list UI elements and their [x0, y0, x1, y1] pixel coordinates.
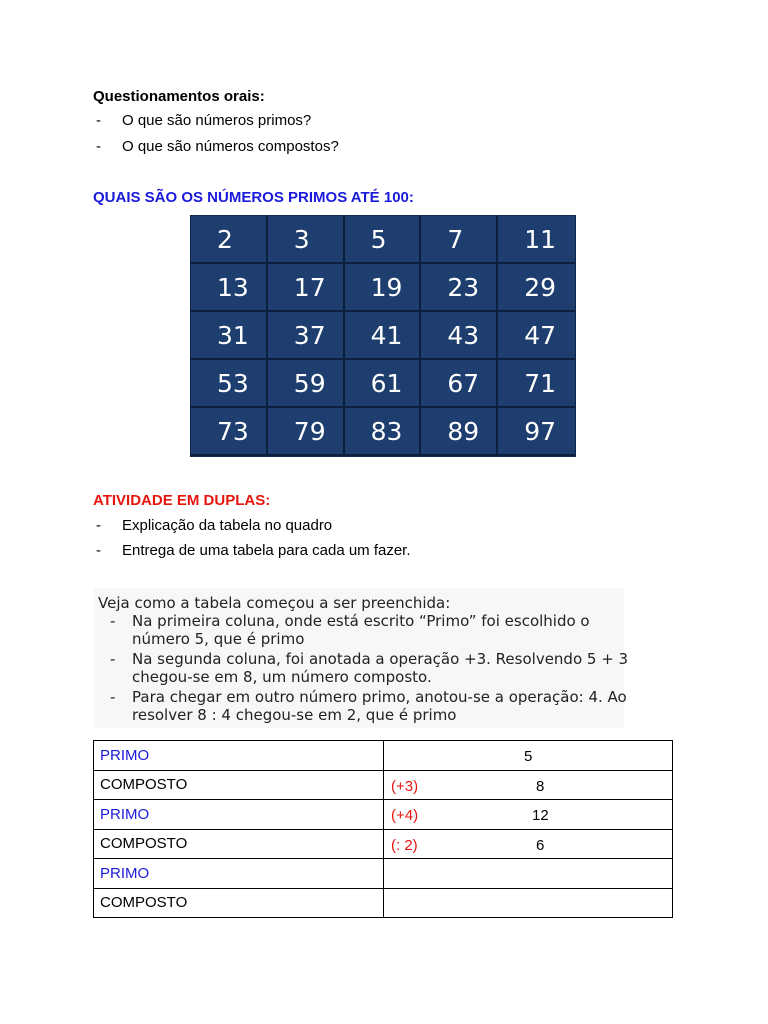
activity-item: [96, 542, 496, 560]
bullet-dash: -: [96, 517, 101, 534]
primes-heading: QUAIS SÃO OS NÚMEROS PRIMOS ATÉ 100:: [93, 189, 414, 206]
row-result-cell[interactable]: [384, 770, 673, 800]
prime-number-cell: 13: [191, 264, 268, 312]
row-result-cell[interactable]: [384, 859, 673, 889]
operation-label: (+4): [391, 807, 419, 824]
prime-number-cell: 43: [421, 312, 498, 360]
activity-text: Explicação da tabela no quadro: [122, 517, 333, 534]
row-label: PRIMO: [94, 800, 384, 830]
operation-label: (+3): [391, 777, 419, 795]
oral-questions-heading: Questionamentos orais:: [93, 88, 265, 105]
bullet-dash: -: [96, 112, 101, 129]
prime-number-cell: 61: [345, 360, 422, 408]
prime-number-cell: 23: [421, 264, 498, 312]
instructions-text: número 5, que é primo: [132, 630, 305, 648]
prime-number-cell: 37: [268, 312, 345, 360]
prime-number-cell: 71: [498, 360, 575, 408]
prime-number-cell: 19: [345, 264, 422, 312]
row-label: COMPOSTO: [94, 829, 384, 859]
bullet-dash: -: [110, 612, 116, 630]
result-value: 12: [532, 807, 549, 824]
bullet-dash: -: [96, 542, 101, 559]
instructions-block: [94, 588, 629, 728]
prime-number-cell: 67: [421, 360, 498, 408]
instructions-text: Para chegar em outro número primo, anotou-se a operação: 4. Ao: [132, 688, 627, 706]
prime-number-cell: 5: [345, 216, 422, 264]
oral-question-item: [96, 112, 496, 130]
prime-number-cell: 97: [498, 408, 575, 456]
instructions-text: Na primeira coluna, onde está escrito “Primo” foi escolhido o: [132, 612, 590, 630]
prime-number-cell: 59: [268, 360, 345, 408]
row-result-cell[interactable]: [384, 829, 673, 859]
prime-number-cell: 73: [191, 408, 268, 456]
prime-number-cell: 79: [268, 408, 345, 456]
prime-number-cell: 11: [498, 216, 575, 264]
table-row: [94, 741, 673, 771]
prime-number-cell: 89: [421, 408, 498, 456]
instructions-title: Veja como a tabela começou a ser preenchida:: [98, 594, 451, 612]
instructions-text: chegou-se em 8, um número composto.: [132, 668, 432, 686]
result-value: 5: [524, 748, 533, 765]
result-value: 8: [536, 777, 545, 795]
bullet-dash: -: [96, 138, 101, 155]
row-label: COMPOSTO: [94, 888, 384, 918]
row-result-cell[interactable]: [384, 888, 673, 918]
instructions-text: resolver 8 : 4 chegou-se em 2, que é primo: [132, 706, 457, 724]
prime-number-cell: 3: [268, 216, 345, 264]
prime-number-cell: 7: [421, 216, 498, 264]
oral-question-item: [96, 138, 496, 156]
prime-number-cell: 83: [345, 408, 422, 456]
bullet-dash: -: [110, 688, 116, 706]
row-label: COMPOSTO: [94, 770, 384, 800]
activity-heading: ATIVIDADE EM DUPLAS:: [93, 492, 271, 509]
activity-text: Entrega de uma tabela para cada um fazer.: [122, 542, 411, 559]
table-row: [94, 888, 673, 918]
row-result-cell[interactable]: [384, 741, 673, 771]
prime-number-cell: 31: [191, 312, 268, 360]
prime-composite-table: [93, 740, 673, 918]
primes-grid: [190, 215, 576, 457]
operation-label: (: 2): [391, 836, 418, 854]
prime-number-cell: 47: [498, 312, 575, 360]
table-row: [94, 800, 673, 830]
prime-number-cell: 2: [191, 216, 268, 264]
oral-question-text: O que são números primos?: [122, 112, 312, 129]
instructions-text: Na segunda coluna, foi anotada a operação +3. Resolvendo 5 + 3: [132, 650, 629, 668]
prime-number-cell: 17: [268, 264, 345, 312]
table-row: [94, 859, 673, 889]
prime-number-cell: 41: [345, 312, 422, 360]
activity-item: [96, 517, 496, 535]
result-value: 6: [536, 836, 545, 854]
table-row: [94, 829, 673, 859]
row-label: PRIMO: [94, 741, 384, 771]
table-row: [94, 770, 673, 800]
oral-question-text: O que são números compostos?: [122, 138, 339, 155]
row-label: PRIMO: [94, 859, 384, 889]
prime-number-cell: 53: [191, 360, 268, 408]
bullet-dash: -: [110, 650, 116, 668]
prime-number-cell: 29: [498, 264, 575, 312]
row-result-cell[interactable]: [384, 800, 673, 830]
